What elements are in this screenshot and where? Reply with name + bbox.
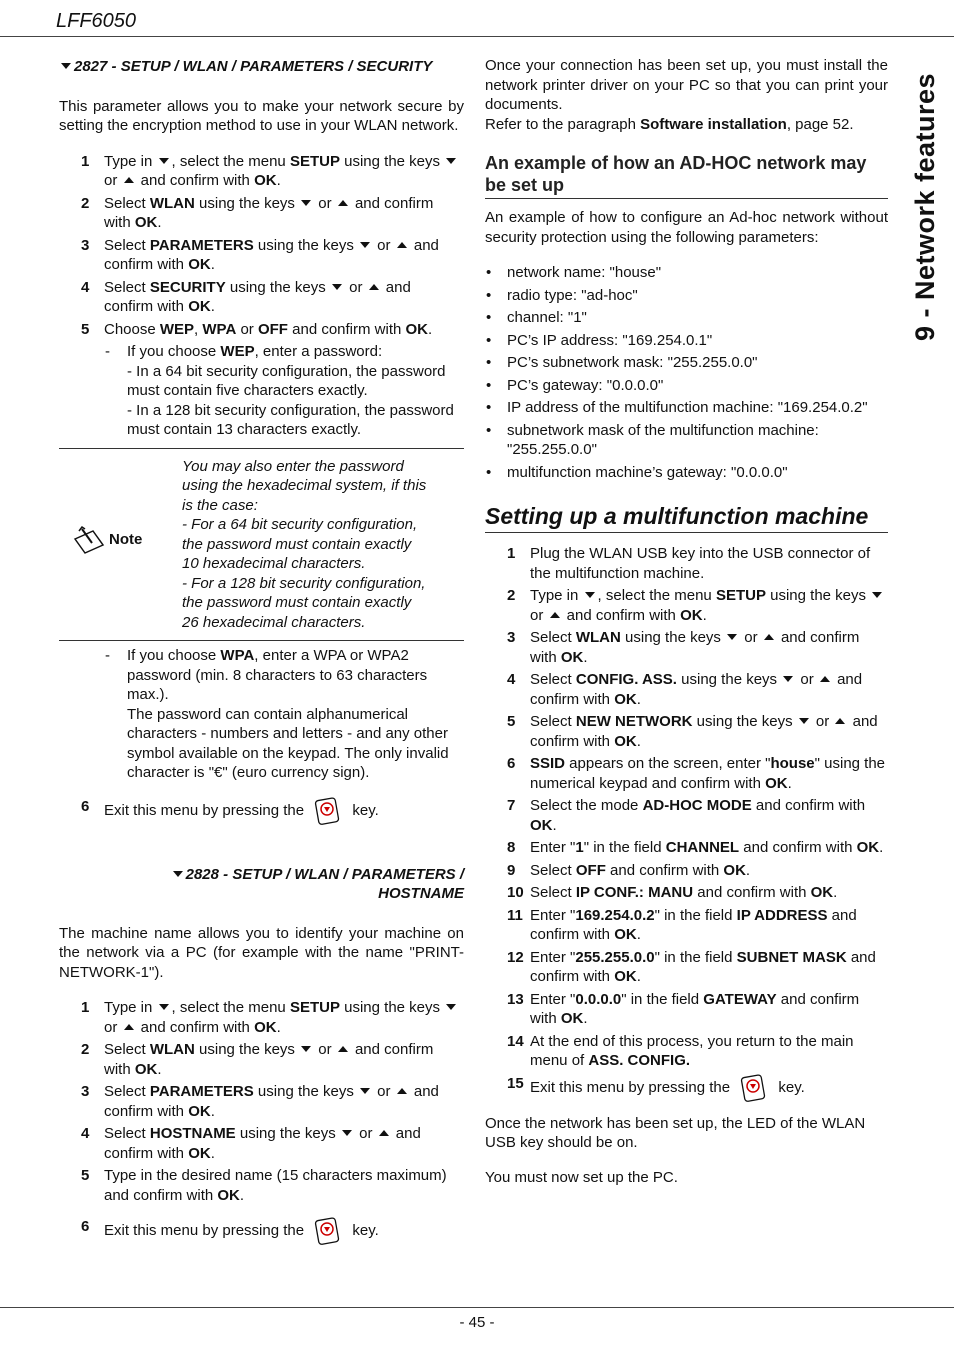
list-item: 2 Select WLAN using the keys or and confirm with OK. bbox=[81, 194, 434, 231]
stop-key-icon bbox=[740, 1074, 768, 1102]
down-arrow-icon bbox=[783, 676, 793, 682]
note-pen-icon bbox=[73, 525, 105, 555]
note-label: Note bbox=[73, 525, 142, 555]
chapter-side-tab: 9 - Network features bbox=[910, 72, 940, 342]
up-arrow-icon bbox=[764, 634, 774, 640]
list-item: 11 Enter "169.254.0.2" in the field IP ADDRESS and confirm with OK. bbox=[507, 906, 857, 943]
list-item: • IP address of the multifunction machine: "169.254.0.2" bbox=[485, 398, 888, 418]
up-arrow-icon bbox=[124, 1024, 134, 1030]
down-arrow-icon bbox=[585, 592, 595, 598]
list-item: 14 At the end of this process, you return to the main menu of ASS. CONFIG. bbox=[507, 1032, 854, 1069]
hostname-intro: The machine name allows you to identify your machine on the network via a PC (for example with the name "PRINT-NETWORK-1"). bbox=[59, 924, 464, 981]
setup-heading: Setting up a multifunction machine bbox=[485, 503, 869, 529]
footer-rule bbox=[0, 1307, 954, 1308]
up-arrow-icon bbox=[550, 612, 560, 618]
note-text: You may also enter the password using the hexadecimal system, if this is the case: - For a 64 bit security configuration, the password must contain exactly 10 hexadecimal characters. - For a 128 bit security configuration, the password must contain exactly 26 hexadecimal characters. bbox=[182, 457, 427, 631]
down-arrow-icon bbox=[173, 871, 183, 877]
list-item: 4 Select HOSTNAME using the keys or and confirm with OK. bbox=[81, 1125, 421, 1162]
list-item: • PC’s gateway: "0.0.0.0" bbox=[485, 376, 888, 396]
security-menu-heading: 2827 - SETUP / WLAN / PARAMETERS / SECURITY bbox=[59, 57, 464, 77]
setup-steps bbox=[485, 544, 888, 1102]
list-item: 5 Select NEW NETWORK using the keys or and confirm with OK. bbox=[507, 713, 878, 750]
up-arrow-icon bbox=[338, 1046, 348, 1052]
right-column bbox=[485, 56, 888, 1187]
up-arrow-icon bbox=[397, 242, 407, 248]
down-arrow-icon bbox=[332, 284, 342, 290]
adhoc-heading: An example of how an AD-HOC network may be set up bbox=[485, 153, 867, 195]
wpa-option: - If you choose WPA, enter a WPA or WPA2 password (min. 8 characters to 63 characters max.). The password can contain alphanumerical characters - numbers and letters - and any other symbol available on the keypad. The only invalid character is "€" (euro currency sign). bbox=[105, 647, 449, 781]
down-arrow-icon bbox=[342, 1130, 352, 1136]
refer-text: Refer to the paragraph Software installation, page 52. bbox=[485, 115, 854, 133]
list-item: 6 Exit this menu by pressing the key. bbox=[59, 797, 464, 825]
stop-key-icon bbox=[314, 1217, 342, 1245]
adhoc-heading-block bbox=[485, 152, 888, 199]
down-arrow-icon bbox=[301, 1046, 311, 1052]
security-steps bbox=[59, 152, 464, 340]
list-item: 15 Exit this menu by pressing the key. bbox=[485, 1074, 888, 1102]
list-item: 4 Select CONFIG. ASS. using the keys or and confirm with OK. bbox=[507, 671, 863, 708]
list-item: 13 Enter "0.0.0.0" in the field GATEWAY and confirm with OK. bbox=[507, 990, 860, 1027]
down-arrow-icon bbox=[159, 1004, 169, 1010]
down-arrow-icon bbox=[360, 242, 370, 248]
down-arrow-icon bbox=[799, 718, 809, 724]
list-item: 5 Type in the desired name (15 characters maximum) and confirm with OK. bbox=[81, 1167, 447, 1204]
list-item: 5 Choose WEP, WPA or OFF and confirm with OK. bbox=[81, 320, 433, 338]
list-item: 9 Select OFF and confirm with OK. bbox=[507, 861, 751, 879]
list-item: • PC’s subnetwork mask: "255.255.0.0" bbox=[485, 353, 888, 373]
stop-key-icon bbox=[314, 797, 342, 825]
list-item: • channel: "1" bbox=[485, 308, 888, 328]
list-item: 2 Select WLAN using the keys or and confirm with OK. bbox=[81, 1041, 434, 1078]
down-arrow-icon bbox=[61, 63, 71, 69]
down-arrow-icon bbox=[872, 592, 882, 598]
led-text: Once the network has been set up, the LED of the WLAN USB key should be on. bbox=[485, 1114, 866, 1151]
up-arrow-icon bbox=[397, 1088, 407, 1094]
list-item: 1 Type in , select the menu SETUP using the keys or and confirm with OK. bbox=[59, 152, 464, 191]
up-arrow-icon bbox=[338, 200, 348, 206]
security-exit-step bbox=[59, 797, 464, 825]
list-item: 12 Enter "255.255.0.0" in the field SUBNET MASK and confirm with OK. bbox=[507, 948, 876, 985]
list-item: • network name: "house" bbox=[485, 263, 888, 283]
wep-option: - If you choose WEP, enter a password: - In a 64 bit security configuration, the password must contain five characters exactly. - In a 128 bit security configuration, the password must contain 13 characters exactly. bbox=[105, 343, 454, 438]
header-rule bbox=[0, 36, 954, 37]
list-item: • multifunction machine’s gateway: "0.0.0.0" bbox=[485, 463, 888, 483]
hostname-steps bbox=[59, 998, 464, 1245]
note-box bbox=[59, 448, 464, 642]
list-item: 6 SSID appears on the screen, enter "house" using the numerical keypad and confirm with OK. bbox=[507, 755, 886, 792]
list-item: • PC’s IP address: "169.254.0.1" bbox=[485, 331, 888, 351]
up-arrow-icon bbox=[124, 177, 134, 183]
up-arrow-icon bbox=[820, 676, 830, 682]
list-item: 6 Exit this menu by pressing the key. bbox=[59, 1217, 464, 1245]
down-arrow-icon bbox=[446, 158, 456, 164]
list-item: 3 Select PARAMETERS using the keys or and confirm with OK. bbox=[81, 1083, 439, 1120]
setup-pc-text: You must now set up the PC. bbox=[485, 1168, 678, 1186]
list-item: 1 Type in , select the menu SETUP using the keys or and confirm with OK. bbox=[59, 998, 464, 1037]
list-item: 10 Select IP CONF.: MANU and confirm with OK. bbox=[507, 884, 838, 901]
page-number: - 45 - bbox=[459, 1314, 495, 1331]
list-item: 2 Type in , select the menu SETUP using the keys or and confirm with OK. bbox=[485, 586, 888, 625]
down-arrow-icon bbox=[446, 1004, 456, 1010]
down-arrow-icon bbox=[727, 634, 737, 640]
security-intro: This parameter allows you to make your network secure by setting the encryption method to use in your WLAN network. bbox=[59, 97, 464, 134]
hostname-menu-heading: 2828 - SETUP / WLAN / PARAMETERS / HOSTNAME bbox=[59, 865, 464, 904]
list-item: 3 Select WLAN using the keys or and confirm with OK. bbox=[507, 629, 860, 666]
header-model: LFF6050 bbox=[56, 10, 137, 32]
down-arrow-icon bbox=[360, 1088, 370, 1094]
list-item: • subnetwork mask of the multifunction machine: "255.255.0.0" bbox=[485, 421, 888, 460]
list-item: 7 Select the mode AD-HOC MODE and confirm with OK. bbox=[507, 797, 866, 834]
list-item: 4 Select SECURITY using the keys or and confirm with OK. bbox=[81, 278, 411, 315]
setup-heading-block bbox=[485, 502, 888, 533]
down-arrow-icon bbox=[159, 158, 169, 164]
list-item: 3 Select PARAMETERS using the keys or and confirm with OK. bbox=[81, 236, 439, 273]
driver-install-text: Once your connection has been set up, you must install the network printer driver on your PC so that you can print your documents. bbox=[485, 57, 888, 113]
down-arrow-icon bbox=[301, 200, 311, 206]
adhoc-intro: An example of how to configure an Ad-hoc network without security protection using the following parameters: bbox=[485, 209, 888, 246]
up-arrow-icon bbox=[379, 1130, 389, 1136]
list-item: • radio type: "ad-hoc" bbox=[485, 286, 888, 306]
list-item: 8 Enter "1" in the field CHANNEL and confirm with OK. bbox=[507, 839, 884, 856]
up-arrow-icon bbox=[835, 718, 845, 724]
up-arrow-icon bbox=[369, 284, 379, 290]
left-column bbox=[59, 56, 464, 1248]
adhoc-parameters bbox=[485, 263, 888, 482]
list-item: 1 Plug the WLAN USB key into the USB connector of the multifunction machine. bbox=[507, 545, 871, 582]
